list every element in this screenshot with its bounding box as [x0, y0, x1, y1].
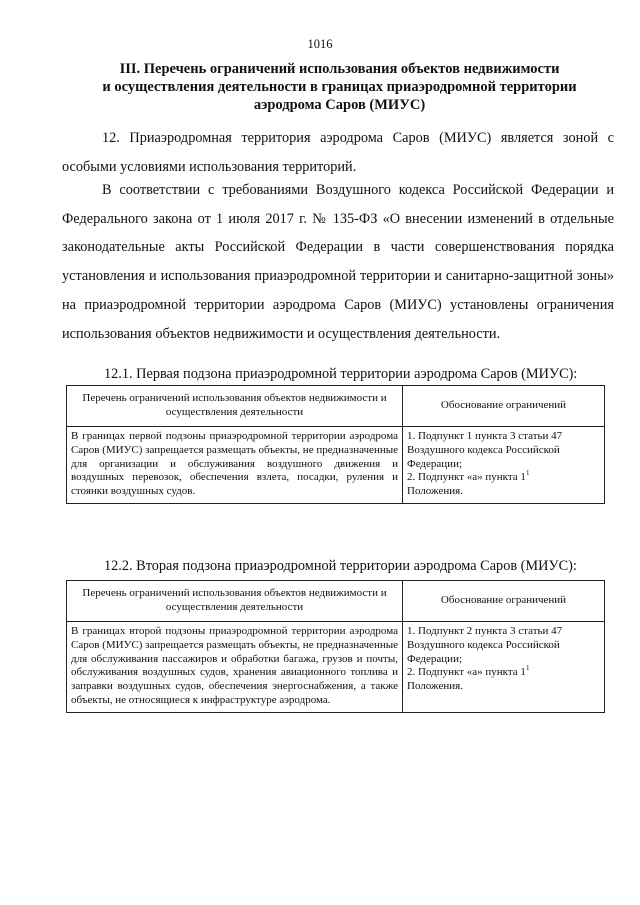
- basis-line-2: [407, 666, 600, 680]
- section-title-line-2: и осуществления деятельности в границах приаэродромной территории: [102, 79, 577, 95]
- basis-cell: [403, 427, 605, 504]
- header-basis: Обоснование ограничений: [403, 581, 605, 622]
- basis-line-2-text: 2. Подпункт «а» пункта 1: [407, 471, 526, 484]
- basis-line-2: [407, 471, 600, 485]
- basis-line-3: Положения.: [407, 680, 463, 693]
- table-header-row: [67, 581, 605, 622]
- paragraph-12: [62, 124, 614, 181]
- basis-superscript: 1: [525, 664, 530, 673]
- subzone-1-table: [66, 385, 605, 504]
- subzone-1-caption: 12.1. Первая подзона приаэродромной территории аэродрома Саров (МИУС):: [104, 366, 578, 382]
- header-restrictions: Перечень ограничений использования объектов недвижимости и осуществления деятельности: [67, 386, 403, 427]
- page-number: 1016: [307, 37, 333, 51]
- subzone-2-caption: 12.2. Вторая подзона приаэродромной территории аэродрома Саров (МИУС):: [104, 558, 577, 574]
- header-basis: Обоснование ограничений: [403, 386, 605, 427]
- section-title: [64, 60, 615, 114]
- basis-line-1: 1. Подпункт 1 пункта 3 статьи 47 Воздушного кодекса Российской Федерации;: [407, 430, 563, 470]
- basis-line-1: 1. Подпункт 2 пункта 3 статьи 47 Воздушного кодекса Российской Федерации;: [407, 625, 563, 665]
- paragraph-legal-basis-text: В соответствии с требованиями Воздушного кодекса Российской Федерации и Федерального закона от 1 июля 2017 г. № 135-ФЗ «О внесении изменений в отдельные законодательные акты Российской Федерации в части совершенствования порядка установления и использования приаэродромной территории и санитарно-защитной зоны» на приаэродромной территории аэродрома Саров (МИУС) установлены ограничения использования объектов недвижимости и осуществления деятельности.: [62, 182, 614, 342]
- table-row: [67, 622, 605, 713]
- section-title-line-3: аэродрома Саров (МИУС): [253, 97, 426, 113]
- table-header-row: [67, 386, 605, 427]
- paragraph-12-text: 12. Приаэродромная территория аэродрома Саров (МИУС) является зоной с особыми условиями использования территорий.: [62, 130, 614, 175]
- section-title-line-1: III. Перечень ограничений использования объектов недвижимости: [119, 61, 560, 77]
- basis-superscript: 1: [525, 469, 530, 478]
- paragraph-legal-basis: [62, 176, 614, 348]
- restriction-cell: В границах первой подзоны приаэродромной территории аэродрома Саров (МИУС) запрещается размещать объекты, не предназначенные для организации и обслуживания воздушного движения и воздушных перевозок, обеспечения взлета, посадки, руления и стоянки воздушных судов.: [67, 427, 403, 504]
- header-restrictions: Перечень ограничений использования объектов недвижимости и осуществления деятельности: [67, 581, 403, 622]
- basis-line-2-text: 2. Подпункт «а» пункта 1: [407, 666, 526, 679]
- basis-cell: [403, 622, 605, 713]
- basis-line-3: Положения.: [407, 485, 463, 498]
- restriction-cell: В границах второй подзоны приаэродромной территории аэродрома Саров (МИУС) запрещается размещать объекты, не предназначенные для обслуживания пассажиров и обработки багажа, грузов и почты, обслуживания воздушных судов, хранения авиационного топлива и заправки воздушных судов, обеспечения энергоснабжения, а также объекты, не относящиеся к инфраструктуре аэродрома.: [67, 622, 403, 713]
- table-row: [67, 427, 605, 504]
- subzone-2-table: [66, 580, 605, 713]
